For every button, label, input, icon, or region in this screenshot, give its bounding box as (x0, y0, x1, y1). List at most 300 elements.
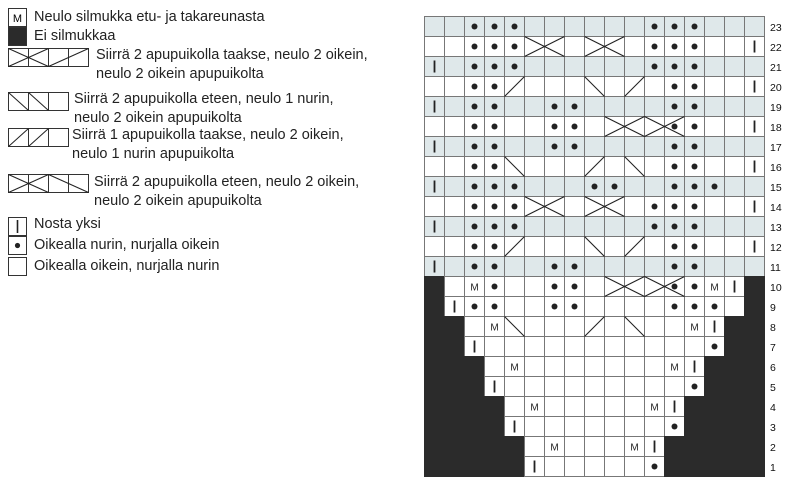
purl-dot-mark (672, 284, 678, 290)
row-number-11: 11 (770, 262, 781, 274)
chart-cell (645, 137, 665, 157)
knit-blank-icon (8, 257, 28, 277)
chart-cell (525, 77, 545, 97)
purl-dot-mark (472, 84, 478, 90)
chart-cell (505, 297, 525, 317)
chart-cell (725, 117, 745, 137)
m-mark: M (670, 362, 679, 374)
chart-cell (565, 237, 585, 257)
purl-dot-mark (672, 84, 678, 90)
chart-cell (545, 217, 565, 237)
purl-dot-mark (472, 244, 478, 250)
chart-cell (565, 57, 585, 77)
purl-dot-mark (492, 44, 498, 50)
purl-dot-mark (572, 104, 578, 110)
chart-cell (485, 417, 505, 437)
chart-cell (445, 357, 465, 377)
m-mark: M (630, 442, 639, 454)
chart-cell (745, 457, 765, 477)
chart-cell (485, 357, 505, 377)
chart-cell (645, 297, 665, 317)
chart-cell (585, 257, 605, 277)
chart-cell (605, 457, 625, 477)
chart-cell (685, 417, 705, 437)
chart-cell (725, 237, 745, 257)
chart-cell (445, 57, 465, 77)
chart-cell (645, 357, 665, 377)
purl-dot-mark (692, 144, 698, 150)
chart-cell (565, 417, 585, 437)
legend-text-2: Ei silmukkaa (34, 28, 116, 44)
chart-cell (625, 257, 645, 277)
chart-cell (745, 137, 765, 157)
purl-dot-mark (512, 44, 518, 50)
chart-cell (605, 37, 625, 57)
chart-cell (705, 77, 725, 97)
purl-dot-mark (692, 184, 698, 190)
chart-cell (625, 177, 645, 197)
chart-cell (725, 217, 745, 237)
row-number-1: 1 (770, 462, 776, 474)
chart-cell (505, 337, 525, 357)
chart-cell (605, 257, 625, 277)
purl-dot-mark (492, 64, 498, 70)
chart-cell (705, 57, 725, 77)
row-number-7: 7 (770, 342, 776, 354)
chart-cell (565, 437, 585, 457)
chart-cell (745, 337, 765, 357)
chart-cell (745, 177, 765, 197)
chart-cell (525, 257, 545, 277)
purl-dot-mark (692, 204, 698, 210)
chart-cell (585, 437, 605, 457)
purl-dot-mark (472, 104, 478, 110)
purl-dot-mark (672, 244, 678, 250)
chart-cell (565, 457, 585, 477)
purl-dot-mark (472, 184, 478, 190)
m-mark: M (470, 282, 479, 294)
chart-cell (445, 17, 465, 37)
chart-cell (465, 357, 485, 377)
chart-cell (445, 177, 465, 197)
chart-cell (725, 377, 745, 397)
purl-dot-mark (692, 124, 698, 130)
chart-cell (425, 337, 445, 357)
chart-cell (565, 77, 585, 97)
purl-dot-mark (672, 104, 678, 110)
chart-cell (665, 437, 685, 457)
chart-cell (425, 417, 445, 437)
purl-dot-mark (672, 64, 678, 70)
chart-cell (585, 117, 605, 137)
m-mark: M (710, 282, 719, 294)
purl-dot-mark (552, 264, 558, 270)
chart-cell (705, 457, 725, 477)
chart-cell (685, 337, 705, 357)
chart-cell (585, 397, 605, 417)
purl-dot-mark (672, 184, 678, 190)
row-number-20: 20 (770, 82, 782, 94)
chart-cell (445, 457, 465, 477)
purl-dot-mark (472, 204, 478, 210)
purl-dot-mark (692, 224, 698, 230)
chart-grid (424, 16, 792, 478)
purl-dot-mark (672, 424, 678, 430)
chart-cell (745, 317, 765, 337)
chart-cell (525, 97, 545, 117)
chart-cell (445, 197, 465, 217)
chart-cell (605, 297, 625, 317)
purl-dot-mark (492, 204, 498, 210)
chart-cell (605, 17, 625, 37)
chart-cell (545, 177, 565, 197)
chart-cell (505, 277, 525, 297)
chart-cell (565, 197, 585, 217)
row-number-3: 3 (770, 422, 776, 434)
chart-cell (605, 197, 625, 217)
chart-cell (625, 457, 645, 477)
chart-cell (425, 317, 445, 337)
chart-cell (585, 297, 605, 317)
purl-dot-mark (712, 344, 718, 350)
chart-cell (705, 197, 725, 217)
row-number-22: 22 (770, 42, 782, 54)
purl-dot-mark (692, 24, 698, 30)
chart-cell (525, 417, 545, 437)
chart-cell (565, 17, 585, 37)
purl-dot-mark (552, 144, 558, 150)
row-number-21: 21 (770, 62, 782, 74)
chart-cell (565, 217, 585, 237)
purl-dot-mark (672, 44, 678, 50)
purl-dot-mark (492, 304, 498, 310)
purl-dot-mark (692, 44, 698, 50)
chart-cell (625, 117, 645, 137)
row-number-6: 6 (770, 362, 776, 374)
chart-cell (705, 417, 725, 437)
m-mark: M (550, 442, 559, 454)
chart-cell (685, 437, 705, 457)
row-number-4: 4 (770, 402, 776, 414)
purl-dot-mark (492, 264, 498, 270)
chart-cell (425, 397, 445, 417)
chart-cell (705, 357, 725, 377)
chart-cell (725, 97, 745, 117)
chart-cell (745, 97, 765, 117)
chart-cell (645, 177, 665, 197)
chart-cell (725, 17, 745, 37)
chart-cell (725, 137, 745, 157)
chart-cell (685, 457, 705, 477)
chart-cell (425, 277, 445, 297)
chart-cell (565, 317, 585, 337)
chart-cell (685, 397, 705, 417)
legend-text-5-line2: neulo 1 nurin apupuikolta (72, 146, 235, 162)
purl-dot-mark (512, 64, 518, 70)
legend-text-3: Siirrä 2 apupuikolla taakse, neulo 2 oikein, (96, 47, 368, 63)
chart-cell (745, 437, 765, 457)
purl-dot-mark (672, 24, 678, 30)
chart-cell (425, 457, 445, 477)
purl-dot-mark (672, 304, 678, 310)
knitting-chart (424, 16, 792, 483)
chart-cell (425, 117, 445, 137)
chart-cell (585, 377, 605, 397)
chart-cell (425, 37, 445, 57)
purl-dot-mark (492, 224, 498, 230)
chart-cell (425, 297, 445, 317)
chart-cell (465, 437, 485, 457)
purl-dot-mark (492, 84, 498, 90)
chart-cell (605, 77, 625, 97)
chart-cell (665, 337, 685, 357)
row-number-23: 23 (770, 22, 782, 34)
purl-dot-mark (572, 284, 578, 290)
chart-cell (425, 357, 445, 377)
legend-text-1: Neulo silmukka etu- ja takareunasta (34, 9, 265, 25)
chart-cell (665, 377, 685, 397)
purl-dot-mark (472, 64, 478, 70)
chart-cell (725, 197, 745, 217)
chart-cell (445, 117, 465, 137)
chart-cell (645, 417, 665, 437)
purl-dot-mark (552, 124, 558, 130)
chart-cell (585, 277, 605, 297)
chart-cell (545, 317, 565, 337)
chart-cell (625, 297, 645, 317)
chart-cell (625, 337, 645, 357)
chart-cell (465, 377, 485, 397)
chart-cell (625, 57, 645, 77)
chart-cell (625, 137, 645, 157)
chart-cell (745, 57, 765, 77)
chart-cell (565, 397, 585, 417)
legend-text-8: Oikealla nurin, nurjalla oikein (34, 237, 220, 253)
legend-text-6: Siirrä 2 apupuikolla eteen, neulo 2 oikein, (94, 174, 360, 190)
row-number-18: 18 (770, 122, 782, 134)
chart-cell (725, 417, 745, 437)
chart-cell (545, 157, 565, 177)
chart-cell (705, 137, 725, 157)
row-number-2: 2 (770, 442, 776, 454)
purl-dot-mark (692, 284, 698, 290)
row-number-5: 5 (770, 382, 776, 394)
chart-cell (725, 357, 745, 377)
chart-cell (545, 417, 565, 437)
chart-cell (485, 457, 505, 477)
purl-dot-mark (472, 304, 478, 310)
legend-text-3-line2: neulo 2 oikein apupuikolta (96, 66, 264, 82)
purl-dot-mark (652, 44, 658, 50)
row-number-15: 15 (770, 182, 782, 194)
chart-cell (605, 217, 625, 237)
chart-cell (705, 377, 725, 397)
chart-cell (525, 437, 545, 457)
chart-cell (705, 257, 725, 277)
chart-cell (525, 177, 545, 197)
chart-cell (545, 237, 565, 257)
chart-cell (605, 277, 625, 297)
slip-icon (8, 217, 28, 237)
chart-cell (425, 157, 445, 177)
purl-dot-mark (572, 264, 578, 270)
chart-cell (705, 217, 725, 237)
chart-cell (605, 397, 625, 417)
m-mark: M (690, 322, 699, 334)
chart-cell (485, 397, 505, 417)
purl-dot-mark (552, 304, 558, 310)
chart-cell (525, 237, 545, 257)
chart-cell (505, 97, 525, 117)
purl-dot-mark (652, 464, 658, 470)
chart-cell (645, 117, 665, 137)
purl-dot-mark (672, 124, 678, 130)
chart-cell (525, 277, 545, 297)
chart-cell (625, 97, 645, 117)
cable-2-1-front-purl-icon (8, 92, 70, 112)
row-number-12: 12 (770, 242, 782, 254)
cable-2-2-front-icon (8, 174, 90, 194)
chart-cell (425, 237, 445, 257)
chart-cell (445, 157, 465, 177)
chart-cell (745, 277, 765, 297)
purl-dot-mark (652, 204, 658, 210)
legend-text-4-line2: neulo 2 oikein apupuikolta (74, 110, 242, 126)
chart-cell (645, 77, 665, 97)
chart-cell (745, 397, 765, 417)
purl-dot-mark (652, 64, 658, 70)
row-number-19: 19 (770, 102, 782, 114)
chart-cell (605, 137, 625, 157)
purl-dot-mark (492, 124, 498, 130)
row-number-9: 9 (770, 302, 776, 314)
chart-cell (705, 437, 725, 457)
chart-cell (425, 17, 445, 37)
purl-dot-mark (512, 24, 518, 30)
chart-cell (445, 217, 465, 237)
m-mark: M (510, 362, 519, 374)
purl-dot-mark (472, 224, 478, 230)
chart-cell (445, 137, 465, 157)
chart-cell (745, 297, 765, 317)
chart-cell (645, 257, 665, 277)
chart-cell (625, 417, 645, 437)
chart-cell (745, 17, 765, 37)
chart-cell (605, 377, 625, 397)
chart-cell (445, 77, 465, 97)
chart-cell (645, 377, 665, 397)
chart-cell (545, 77, 565, 97)
purl-dot-mark (512, 184, 518, 190)
chart-cell (445, 377, 465, 397)
chart-cell (445, 97, 465, 117)
chart-cell (705, 237, 725, 257)
chart-cell (565, 357, 585, 377)
chart-cell (605, 57, 625, 77)
chart-cell (445, 37, 465, 57)
chart-cell (725, 297, 745, 317)
purl-dot-mark (472, 264, 478, 270)
chart-cell (525, 317, 545, 337)
row-number-16: 16 (770, 162, 782, 174)
purl-dot-mark (612, 184, 618, 190)
chart-cell (585, 17, 605, 37)
purl-dot-mark (692, 64, 698, 70)
M-icon (8, 8, 28, 28)
purl-dot-icon (8, 236, 28, 256)
purl-dot-mark (492, 284, 498, 290)
chart-cell (545, 57, 565, 77)
chart-cell (625, 357, 645, 377)
chart-cell (505, 377, 525, 397)
chart-cell (445, 417, 465, 437)
chart-cell (545, 377, 565, 397)
chart-cell (605, 337, 625, 357)
chart-cell (525, 197, 545, 217)
purl-dot-mark (692, 84, 698, 90)
chart-cell (545, 457, 565, 477)
purl-dot-mark (472, 24, 478, 30)
chart-cell (725, 337, 745, 357)
purl-dot-mark (472, 164, 478, 170)
purl-dot-mark (512, 224, 518, 230)
chart-cell (625, 17, 645, 37)
chart-cell (705, 37, 725, 57)
chart-cell (525, 297, 545, 317)
m-mark: M (650, 402, 659, 414)
chart-cell (425, 377, 445, 397)
purl-dot-mark (512, 204, 518, 210)
purl-dot-mark (472, 124, 478, 130)
legend-text-6-line2: neulo 2 oikein apupuikolta (94, 193, 262, 209)
chart-cell (725, 457, 745, 477)
chart-cell (465, 397, 485, 417)
chart-cell (545, 397, 565, 417)
chart-cell (625, 37, 645, 57)
chart-cell (525, 357, 545, 377)
chart-cell (645, 157, 665, 177)
purl-dot-mark (552, 104, 558, 110)
chart-cell (465, 457, 485, 477)
chart-cell (585, 357, 605, 377)
chart-cell (605, 237, 625, 257)
chart-cell (545, 37, 565, 57)
chart-cell (505, 257, 525, 277)
purl-dot-mark (692, 304, 698, 310)
purl-dot-mark (552, 284, 558, 290)
purl-dot-mark (492, 144, 498, 150)
chart-cell (545, 197, 565, 217)
purl-dot-mark (472, 44, 478, 50)
chart-cell (565, 177, 585, 197)
chart-cell (525, 157, 545, 177)
chart-cell (565, 337, 585, 357)
chart-cell (745, 257, 765, 277)
chart-cell (725, 157, 745, 177)
chart-cell (705, 397, 725, 417)
chart-cell (425, 77, 445, 97)
chart-cell (745, 377, 765, 397)
chart-cell (665, 317, 685, 337)
chart-cell (625, 197, 645, 217)
chart-cell (605, 97, 625, 117)
chart-cell (485, 437, 505, 457)
chart-cell (465, 417, 485, 437)
chart-cell (645, 237, 665, 257)
legend-text-4: Siirrä 2 apupuikolla eteen, neulo 1 nurin, (74, 91, 334, 107)
chart-cell (445, 317, 465, 337)
chart-cell (445, 437, 465, 457)
